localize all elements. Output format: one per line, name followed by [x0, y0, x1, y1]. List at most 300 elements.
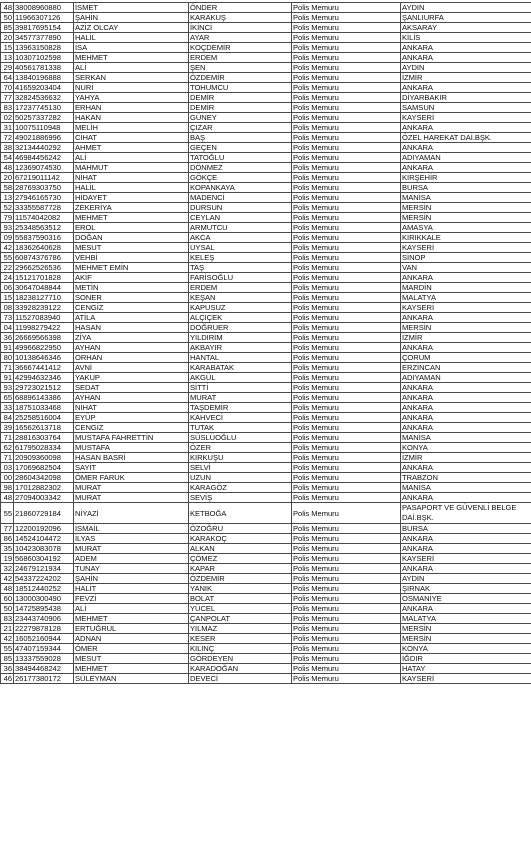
table-row: [1, 644, 531, 654]
row-index-cell: 15: [1, 293, 14, 303]
rank-cell: Polis Memuru: [292, 203, 401, 213]
rank-cell: Polis Memuru: [292, 674, 401, 684]
table-row: [1, 323, 531, 333]
unit-cell: SİNOP: [401, 253, 531, 263]
id-number-cell: 60874376786: [14, 253, 74, 263]
table-row: [1, 223, 531, 233]
id-number-cell: 49966822950: [14, 343, 74, 353]
table-row: [1, 23, 531, 33]
unit-cell: SAMSUN: [401, 103, 531, 113]
table-row: [1, 73, 531, 83]
id-number-cell: 38494468242: [14, 664, 74, 674]
last-name-cell: KARADOĞAN: [189, 664, 292, 674]
table-row: [1, 183, 531, 193]
last-name-cell: ALKAN: [189, 544, 292, 554]
first-name-cell: METİN: [74, 283, 189, 293]
id-number-cell: 39817695154: [14, 23, 74, 33]
unit-cell: ANKARA: [401, 43, 531, 53]
row-index-cell: 29: [1, 63, 14, 73]
table-row: [1, 193, 531, 203]
unit-cell: ANKARA: [401, 393, 531, 403]
rank-cell: Polis Memuru: [292, 473, 401, 483]
id-number-cell: 17012882302: [14, 483, 74, 493]
row-index-cell: 32: [1, 564, 14, 574]
table-row: [1, 53, 531, 63]
table-row: [1, 83, 531, 93]
row-index-cell: 91: [1, 343, 14, 353]
row-index-cell: 98: [1, 483, 14, 493]
table-row: [1, 213, 531, 223]
last-name-cell: KAPUSUZ: [189, 303, 292, 313]
rank-cell: Polis Memuru: [292, 624, 401, 634]
row-index-cell: 93: [1, 383, 14, 393]
id-number-cell: 25348563512: [14, 223, 74, 233]
unit-cell: MALATYA: [401, 293, 531, 303]
id-number-cell: 18751033468: [14, 403, 74, 413]
rank-cell: Polis Memuru: [292, 353, 401, 363]
table-row: [1, 293, 531, 303]
last-name-cell: GÖKÇE: [189, 173, 292, 183]
table-row: [1, 634, 531, 644]
table-row: [1, 584, 531, 594]
unit-cell: KAYSERİ: [401, 303, 531, 313]
last-name-cell: GÜNEY: [189, 113, 292, 123]
last-name-cell: ÖZER: [189, 443, 292, 453]
table-row: [1, 403, 531, 413]
last-name-cell: KAPAR: [189, 564, 292, 574]
rank-cell: Polis Memuru: [292, 383, 401, 393]
last-name-cell: YANIK: [189, 584, 292, 594]
rank-cell: Polis Memuru: [292, 253, 401, 263]
table-row: [1, 3, 531, 13]
rank-cell: Polis Memuru: [292, 564, 401, 574]
table-row: [1, 614, 531, 624]
id-number-cell: 27946165730: [14, 193, 74, 203]
table-row: [1, 423, 531, 433]
row-index-cell: 77: [1, 524, 14, 534]
rank-cell: Polis Memuru: [292, 644, 401, 654]
last-name-cell: ARMUTCU: [189, 223, 292, 233]
first-name-cell: MAHMUT: [74, 163, 189, 173]
id-number-cell: 67219011142: [14, 173, 74, 183]
first-name-cell: CENGİZ: [74, 303, 189, 313]
row-index-cell: 71: [1, 363, 14, 373]
table-row: [1, 353, 531, 363]
id-number-cell: 28604342098: [14, 473, 74, 483]
last-name-cell: ÇANPOLAT: [189, 614, 292, 624]
table-row: [1, 483, 531, 493]
last-name-cell: KIRKUŞU: [189, 453, 292, 463]
row-index-cell: 08: [1, 303, 14, 313]
table-row: [1, 263, 531, 273]
rank-cell: Polis Memuru: [292, 13, 401, 23]
unit-cell: KIRŞEHİR: [401, 173, 531, 183]
rank-cell: Polis Memuru: [292, 163, 401, 173]
unit-cell: ANKARA: [401, 273, 531, 283]
unit-cell: KAYSERİ: [401, 554, 531, 564]
unit-cell: AYDIN: [401, 3, 531, 13]
last-name-cell: TOHUMCU: [189, 83, 292, 93]
id-number-cell: 16562613718: [14, 423, 74, 433]
first-name-cell: ORHAN: [74, 353, 189, 363]
first-name-cell: SAYİT: [74, 463, 189, 473]
last-name-cell: UZUN: [189, 473, 292, 483]
table-row: [1, 443, 531, 453]
row-index-cell: 13: [1, 53, 14, 63]
id-number-cell: 18512440252: [14, 584, 74, 594]
table-row: [1, 143, 531, 153]
last-name-cell: ÇIZAR: [189, 123, 292, 133]
last-name-cell: AKBAYIR: [189, 343, 292, 353]
unit-cell: AYDIN: [401, 574, 531, 584]
unit-cell: DİYARBAKIR: [401, 93, 531, 103]
row-index-cell: 13: [1, 193, 14, 203]
id-number-cell: 68896143386: [14, 393, 74, 403]
row-index-cell: 55: [1, 503, 14, 524]
unit-cell: MALATYA: [401, 614, 531, 624]
first-name-cell: MESUT: [74, 654, 189, 664]
id-number-cell: 42994632346: [14, 373, 74, 383]
rank-cell: Polis Memuru: [292, 93, 401, 103]
id-number-cell: 34577377890: [14, 33, 74, 43]
table-row: [1, 534, 531, 544]
rank-cell: Polis Memuru: [292, 554, 401, 564]
table-row: [1, 674, 531, 684]
unit-cell: ANKARA: [401, 383, 531, 393]
unit-cell: KONYA: [401, 644, 531, 654]
first-name-cell: ALİ: [74, 153, 189, 163]
first-name-cell: NURİ: [74, 83, 189, 93]
last-name-cell: KETBOĞA: [189, 503, 292, 524]
row-index-cell: 72: [1, 133, 14, 143]
first-name-cell: TUNAY: [74, 564, 189, 574]
unit-cell: MANİSA: [401, 483, 531, 493]
id-number-cell: 26669566398: [14, 333, 74, 343]
rank-cell: Polis Memuru: [292, 363, 401, 373]
row-index-cell: 42: [1, 574, 14, 584]
id-number-cell: 26177380172: [14, 674, 74, 684]
row-index-cell: 85: [1, 654, 14, 664]
unit-cell: İZMİR: [401, 73, 531, 83]
last-name-cell: KARAKOÇ: [189, 534, 292, 544]
last-name-cell: ÖNDER: [189, 3, 292, 13]
first-name-cell: ADEM: [74, 554, 189, 564]
last-name-cell: İKİNCİ: [189, 23, 292, 33]
first-name-cell: ATİLA: [74, 313, 189, 323]
table-row: [1, 373, 531, 383]
row-index-cell: 73: [1, 313, 14, 323]
unit-cell: ANKARA: [401, 423, 531, 433]
rank-cell: Polis Memuru: [292, 524, 401, 534]
unit-cell: BURSA: [401, 183, 531, 193]
id-number-cell: 23443740906: [14, 614, 74, 624]
unit-cell: KAYSERİ: [401, 243, 531, 253]
rank-cell: Polis Memuru: [292, 403, 401, 413]
unit-cell: ANKARA: [401, 413, 531, 423]
table-row: [1, 63, 531, 73]
last-name-cell: DURSUN: [189, 203, 292, 213]
row-index-cell: 62: [1, 443, 14, 453]
last-name-cell: DEVECİ: [189, 674, 292, 684]
unit-cell: ÖZEL HAREKAT DAİ.BŞK.: [401, 133, 531, 143]
unit-cell: VAN: [401, 263, 531, 273]
first-name-cell: HALİL: [74, 33, 189, 43]
last-name-cell: ALÇIÇEK: [189, 313, 292, 323]
id-number-cell: 32824536632: [14, 93, 74, 103]
id-number-cell: 18362640628: [14, 243, 74, 253]
first-name-cell: EROL: [74, 223, 189, 233]
id-number-cell: 36667441412: [14, 363, 74, 373]
first-name-cell: FEVZİ: [74, 594, 189, 604]
table-row: [1, 13, 531, 23]
rank-cell: Polis Memuru: [292, 313, 401, 323]
unit-cell: PASAPORT VE GÜVENLİ BELGE DAİ.BŞK.: [401, 503, 531, 524]
table-row: [1, 233, 531, 243]
id-number-cell: 33928239122: [14, 303, 74, 313]
first-name-cell: HASAN: [74, 323, 189, 333]
first-name-cell: ALİ: [74, 63, 189, 73]
unit-cell: MANİSA: [401, 193, 531, 203]
id-number-cell: 61795028334: [14, 443, 74, 453]
last-name-cell: SEVİŞ: [189, 493, 292, 503]
rank-cell: Polis Memuru: [292, 213, 401, 223]
table-row: [1, 283, 531, 293]
first-name-cell: AYHAN: [74, 393, 189, 403]
unit-cell: ANKARA: [401, 163, 531, 173]
id-number-cell: 13963150828: [14, 43, 74, 53]
unit-cell: KONYA: [401, 443, 531, 453]
table-row: [1, 604, 531, 614]
row-index-cell: 71: [1, 453, 14, 463]
personnel-list-sheet: [0, 2, 520, 684]
row-index-cell: 65: [1, 393, 14, 403]
rank-cell: Polis Memuru: [292, 83, 401, 93]
row-index-cell: 20: [1, 33, 14, 43]
unit-cell: ŞANLIURFA: [401, 13, 531, 23]
table-row: [1, 33, 531, 43]
id-number-cell: 29723021512: [14, 383, 74, 393]
id-number-cell: 18238127710: [14, 293, 74, 303]
id-number-cell: 25258516004: [14, 413, 74, 423]
table-row: [1, 524, 531, 534]
id-number-cell: 11574042082: [14, 213, 74, 223]
table-row: [1, 343, 531, 353]
id-number-cell: 15121701828: [14, 273, 74, 283]
id-number-cell: 12369074530: [14, 163, 74, 173]
row-index-cell: 64: [1, 73, 14, 83]
first-name-cell: AZİZ OLCAY: [74, 23, 189, 33]
rank-cell: Polis Memuru: [292, 53, 401, 63]
id-number-cell: 11527083940: [14, 313, 74, 323]
unit-cell: ADIYAMAN: [401, 153, 531, 163]
first-name-cell: ZİYA: [74, 333, 189, 343]
unit-cell: ŞIRNAK: [401, 584, 531, 594]
rank-cell: Polis Memuru: [292, 153, 401, 163]
row-index-cell: 19: [1, 554, 14, 564]
first-name-cell: CİHAT: [74, 133, 189, 143]
first-name-cell: MEHMET: [74, 53, 189, 63]
first-name-cell: NİHAT: [74, 173, 189, 183]
unit-cell: ANKARA: [401, 534, 531, 544]
id-number-cell: 41659203404: [14, 83, 74, 93]
rank-cell: Polis Memuru: [292, 453, 401, 463]
table-row: [1, 463, 531, 473]
first-name-cell: EYÜP: [74, 413, 189, 423]
id-number-cell: 27094003342: [14, 493, 74, 503]
unit-cell: ERZİNCAN: [401, 363, 531, 373]
row-index-cell: 48: [1, 493, 14, 503]
rank-cell: Polis Memuru: [292, 634, 401, 644]
unit-cell: BURSA: [401, 524, 531, 534]
row-index-cell: 06: [1, 283, 14, 293]
first-name-cell: İSMAİL: [74, 524, 189, 534]
table-row: [1, 163, 531, 173]
last-name-cell: KILINÇ: [189, 644, 292, 654]
first-name-cell: CENGİZ: [74, 423, 189, 433]
table-row: [1, 113, 531, 123]
first-name-cell: ERHAN: [74, 103, 189, 113]
first-name-cell: ŞAHİN: [74, 574, 189, 584]
table-row: [1, 93, 531, 103]
unit-cell: TRABZON: [401, 473, 531, 483]
first-name-cell: DOĞAN: [74, 233, 189, 243]
first-name-cell: MUSTAFA: [74, 443, 189, 453]
rank-cell: Polis Memuru: [292, 63, 401, 73]
row-index-cell: 83: [1, 614, 14, 624]
last-name-cell: TAŞ: [189, 263, 292, 273]
rank-cell: Polis Memuru: [292, 233, 401, 243]
id-number-cell: 16052160944: [14, 634, 74, 644]
row-index-cell: 83: [1, 103, 14, 113]
last-name-cell: ÖZDEMİR: [189, 73, 292, 83]
rank-cell: Polis Memuru: [292, 103, 401, 113]
table-row: [1, 564, 531, 574]
row-index-cell: 71: [1, 433, 14, 443]
last-name-cell: ÇÖMEZ: [189, 554, 292, 564]
row-index-cell: 79: [1, 213, 14, 223]
rank-cell: Polis Memuru: [292, 654, 401, 664]
id-number-cell: 10075110948: [14, 123, 74, 133]
table-row: [1, 624, 531, 634]
table-row: [1, 664, 531, 674]
last-name-cell: DEMİR: [189, 93, 292, 103]
table-row: [1, 413, 531, 423]
rank-cell: Polis Memuru: [292, 534, 401, 544]
unit-cell: MERSİN: [401, 624, 531, 634]
rank-cell: Polis Memuru: [292, 433, 401, 443]
row-index-cell: 85: [1, 23, 14, 33]
rank-cell: Polis Memuru: [292, 303, 401, 313]
last-name-cell: ERDEM: [189, 53, 292, 63]
id-number-cell: 21860729184: [14, 503, 74, 524]
first-name-cell: AKİF: [74, 273, 189, 283]
rank-cell: Polis Memuru: [292, 343, 401, 353]
rank-cell: Polis Memuru: [292, 493, 401, 503]
last-name-cell: KOÇDEMİR: [189, 43, 292, 53]
last-name-cell: KOPANKAYA: [189, 183, 292, 193]
id-number-cell: 13840196888: [14, 73, 74, 83]
first-name-cell: SERKAN: [74, 73, 189, 83]
rank-cell: Polis Memuru: [292, 173, 401, 183]
row-index-cell: 50: [1, 604, 14, 614]
table-row: [1, 473, 531, 483]
unit-cell: ANKARA: [401, 123, 531, 133]
table-row: [1, 383, 531, 393]
last-name-cell: AYAR: [189, 33, 292, 43]
unit-cell: İZMİR: [401, 453, 531, 463]
unit-cell: MERSİN: [401, 323, 531, 333]
table-row: [1, 253, 531, 263]
row-index-cell: 36: [1, 664, 14, 674]
row-index-cell: 80: [1, 353, 14, 363]
rank-cell: Polis Memuru: [292, 483, 401, 493]
rank-cell: Polis Memuru: [292, 333, 401, 343]
id-number-cell: 40561781338: [14, 63, 74, 73]
row-index-cell: 55: [1, 253, 14, 263]
rank-cell: Polis Memuru: [292, 123, 401, 133]
last-name-cell: YILMAZ: [189, 624, 292, 634]
last-name-cell: YÜCEL: [189, 604, 292, 614]
id-number-cell: 10307102598: [14, 53, 74, 63]
last-name-cell: YILDIRIM: [189, 333, 292, 343]
rank-cell: Polis Memuru: [292, 223, 401, 233]
id-number-cell: 13337559028: [14, 654, 74, 664]
id-number-cell: 38008960880: [14, 3, 74, 13]
table-row: [1, 123, 531, 133]
table-row: [1, 363, 531, 373]
rank-cell: Polis Memuru: [292, 283, 401, 293]
unit-cell: KAYSERİ: [401, 113, 531, 123]
row-index-cell: 35: [1, 544, 14, 554]
unit-cell: İZMİR: [401, 333, 531, 343]
first-name-cell: ÖMER FARUK: [74, 473, 189, 483]
id-number-cell: 28769303750: [14, 183, 74, 193]
unit-cell: MANİSA: [401, 433, 531, 443]
first-name-cell: MEHMET: [74, 213, 189, 223]
first-name-cell: MEHMET: [74, 614, 189, 624]
row-index-cell: 20: [1, 173, 14, 183]
table-row: [1, 594, 531, 604]
unit-cell: ANKARA: [401, 343, 531, 353]
last-name-cell: MURAT: [189, 393, 292, 403]
last-name-cell: AKCA: [189, 233, 292, 243]
unit-cell: ANKARA: [401, 313, 531, 323]
first-name-cell: AHMET: [74, 143, 189, 153]
id-number-cell: 14524104472: [14, 534, 74, 544]
table-row: [1, 554, 531, 564]
unit-cell: ANKARA: [401, 493, 531, 503]
row-index-cell: 31: [1, 123, 14, 133]
id-number-cell: 55837590316: [14, 233, 74, 243]
first-name-cell: ADNAN: [74, 634, 189, 644]
table-row: [1, 493, 531, 503]
id-number-cell: 49021886996: [14, 133, 74, 143]
unit-cell: ANKARA: [401, 53, 531, 63]
first-name-cell: MEHMET EMİN: [74, 263, 189, 273]
row-index-cell: 33: [1, 403, 14, 413]
first-name-cell: ÖMER: [74, 644, 189, 654]
rank-cell: Polis Memuru: [292, 413, 401, 423]
first-name-cell: HİDAYET: [74, 193, 189, 203]
row-index-cell: 48: [1, 3, 14, 13]
id-number-cell: 29662526536: [14, 263, 74, 273]
first-name-cell: İLYAS: [74, 534, 189, 544]
row-index-cell: 60: [1, 594, 14, 604]
id-number-cell: 11966307126: [14, 13, 74, 23]
rank-cell: Polis Memuru: [292, 544, 401, 554]
unit-cell: ANKARA: [401, 83, 531, 93]
first-name-cell: ŞAHİN: [74, 13, 189, 23]
